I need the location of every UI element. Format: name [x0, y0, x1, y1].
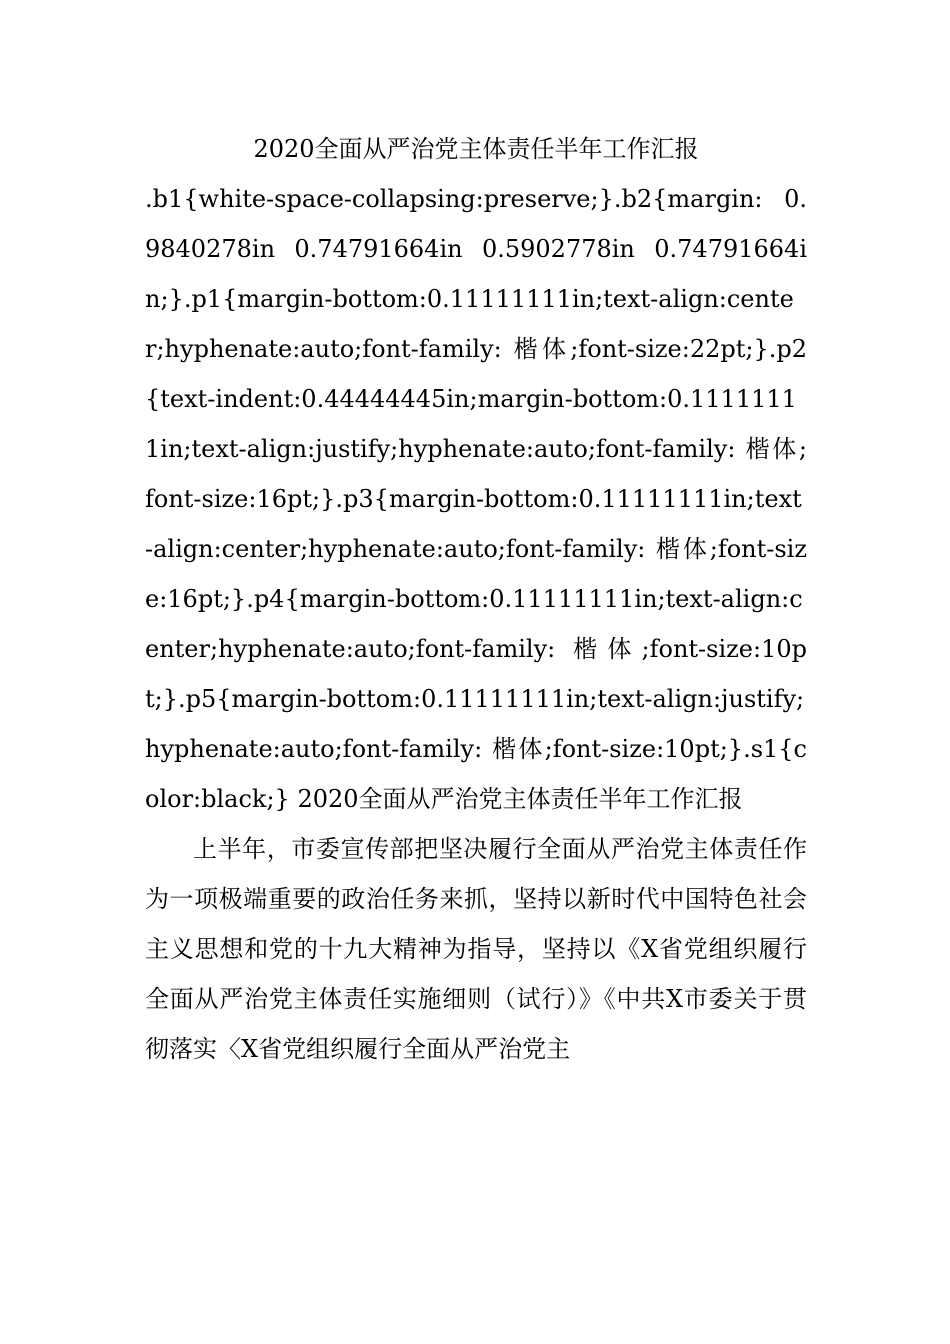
css-dump-text: .b1{white-space-collapsing:preserve;}.b2{margin: 0.9840278in 0.74791664in 0.5902778in 0.74791664in;}.p1{margin-bottom:0.11111111in;text-align:center;hyphenate:auto;font-family: 楷体;font-size:22pt;}.p2{text-indent:0.44444445in;margin-bottom:0.11111111in;text-align:justify;hyphenate:auto;font-family: 楷体;font-size:16pt;}.p3{margin-bottom:0.11111111in;text-align:center;hyphenate:auto;font-family: 楷体;font-size:16pt;}.p4{margin-bottom:0.11111111in;text-align:center;hyphenate:auto;font-family: 楷体;font-size:10pt;}.p5{margin-bottom:0.11111111in;text-align:justify;hyphenate:auto;font-family: 楷体;font-size:10pt;}.s1{color:black;} 2020全面从严治党主体责任半年工作汇报	[145, 185, 807, 813]
document-title: 2020全面从严治党主体责任半年工作汇报	[253, 135, 699, 163]
body-paragraph: 上半年，市委宣传部把坚决履行全面从严治党主体责任作为一项极端重要的政治任务来抓，坚持以新时代中国特色社会主义思想和党的十九大精神为指导，坚持以《X省党组织履行全面从严治党主体责任实施细则（试行）》《中共X市委关于贯彻落实〈X省党组织履行全面从严治党主	[145, 835, 807, 1063]
document-body	[145, 124, 807, 1074]
